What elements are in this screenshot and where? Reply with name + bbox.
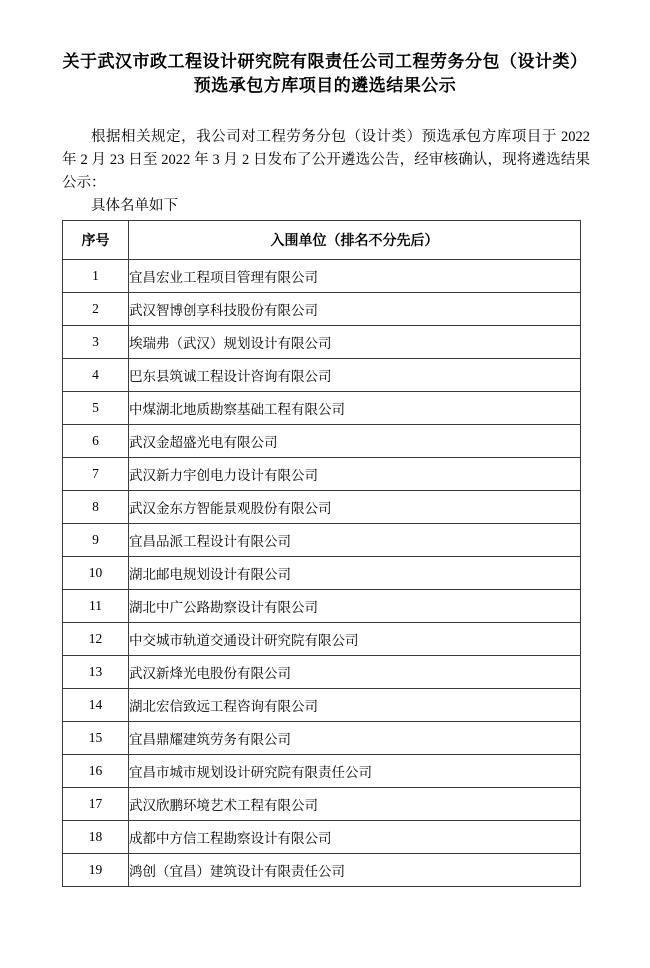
company-name-cell: 武汉智博创享科技股份有限公司	[129, 293, 581, 326]
row-number-cell: 6	[63, 425, 129, 458]
company-name-cell: 武汉新烽光电股份有限公司	[129, 656, 581, 689]
results-table-header	[63, 221, 581, 260]
company-name-cell: 武汉金超盛光电有限公司	[129, 425, 581, 458]
row-number-cell: 3	[63, 326, 129, 359]
row-number-cell: 8	[63, 491, 129, 524]
row-number-cell: 18	[63, 821, 129, 854]
table-row	[63, 293, 581, 326]
company-name-cell: 宜昌品派工程设计有限公司	[129, 524, 581, 557]
company-name-cell: 鸿创（宜昌）建筑设计有限责任公司	[129, 854, 581, 887]
header-row	[63, 221, 581, 260]
table-row	[63, 392, 581, 425]
company-name-cell: 武汉金东方智能景观股份有限公司	[129, 491, 581, 524]
table-row	[63, 458, 581, 491]
header-cell-company: 入围单位（排名不分先后）	[129, 221, 581, 260]
header-cell-no: 序号	[63, 221, 129, 260]
row-number-cell: 4	[63, 359, 129, 392]
company-name-cell: 埃瑞弗（武汉）规划设计有限公司	[129, 326, 581, 359]
company-name-cell: 湖北邮电规划设计有限公司	[129, 557, 581, 590]
company-name-cell: 成都中方信工程勘察设计有限公司	[129, 821, 581, 854]
list-label: 具体名单如下	[91, 198, 178, 214]
table-row	[63, 788, 581, 821]
row-number-cell: 10	[63, 557, 129, 590]
row-number-cell: 14	[63, 689, 129, 722]
results-table-body	[63, 260, 581, 887]
table-row	[63, 557, 581, 590]
results-table	[62, 220, 581, 887]
company-name-cell: 巴东县筑诚工程设计咨询有限公司	[129, 359, 581, 392]
company-name-cell: 宜昌市城市规划设计研究院有限责任公司	[129, 755, 581, 788]
table-row	[63, 359, 581, 392]
company-name-cell: 宜昌宏业工程项目管理有限公司	[129, 260, 581, 293]
row-number-cell: 5	[63, 392, 129, 425]
row-number-cell: 11	[63, 590, 129, 623]
company-name-cell: 武汉欣鹏环境艺术工程有限公司	[129, 788, 581, 821]
table-row	[63, 821, 581, 854]
row-number-cell: 19	[63, 854, 129, 887]
table-row	[63, 656, 581, 689]
document-body	[62, 126, 590, 218]
table-row	[63, 689, 581, 722]
table-row	[63, 491, 581, 524]
page-title: 关于武汉市政工程设计研究院有限责任公司工程劳务分包（设计类）预选承包方库项目的遴选结果公示	[62, 52, 588, 95]
table-row	[63, 326, 581, 359]
table-row	[63, 722, 581, 755]
intro-paragraph: 根据相关规定，我公司对工程劳务分包（设计类）预选承包方库项目于 2022 年 2 月 23 日至 2022 年 3 月 2 日发布了公开遴选公告，经审核确认，现将遴选结果公示：	[62, 129, 590, 191]
row-number-cell: 16	[63, 755, 129, 788]
row-number-cell: 2	[63, 293, 129, 326]
company-name-cell: 武汉新力宇创电力设计有限公司	[129, 458, 581, 491]
company-name-cell: 宜昌鼎耀建筑劳务有限公司	[129, 722, 581, 755]
row-number-cell: 12	[63, 623, 129, 656]
company-name-cell: 中交城市轨道交通设计研究院有限公司	[129, 623, 581, 656]
table-row	[63, 260, 581, 293]
row-number-cell: 15	[63, 722, 129, 755]
announcement-page	[0, 50, 650, 887]
table-row	[63, 854, 581, 887]
company-name-cell: 湖北宏信致远工程咨询有限公司	[129, 689, 581, 722]
table-row	[63, 590, 581, 623]
company-name-cell: 中煤湖北地质勘察基础工程有限公司	[129, 392, 581, 425]
table-row	[63, 623, 581, 656]
table-row	[63, 425, 581, 458]
row-number-cell: 9	[63, 524, 129, 557]
row-number-cell: 17	[63, 788, 129, 821]
row-number-cell: 13	[63, 656, 129, 689]
row-number-cell: 1	[63, 260, 129, 293]
row-number-cell: 7	[63, 458, 129, 491]
table-row	[63, 755, 581, 788]
table-row	[63, 524, 581, 557]
company-name-cell: 湖北中广公路勘察设计有限公司	[129, 590, 581, 623]
